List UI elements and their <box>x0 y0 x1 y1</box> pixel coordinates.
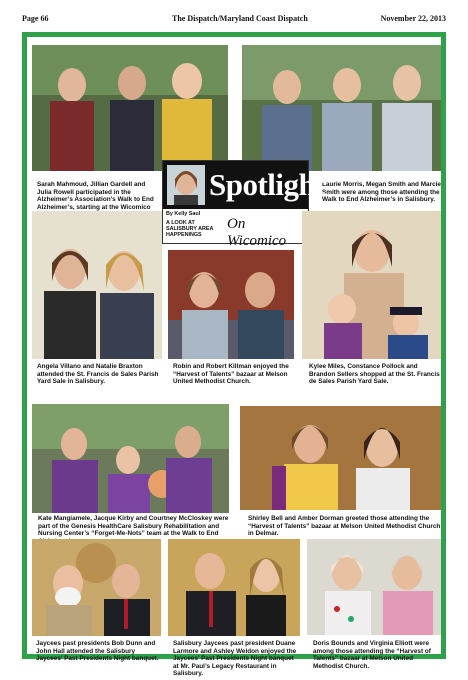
spotlight-title: Spotlight <box>209 167 326 202</box>
page-header <box>22 14 446 26</box>
photo-bell-dorman[interactable] <box>240 406 441 510</box>
columnist-photo <box>167 165 205 205</box>
caption-larmore-weldon: Salisbury Jaycees past president Duane Larmore and Ashley Weldon enjoyed the Jaycees’ Past Presidents Night banquet at Mr. Paul’s Legacy Restaurant in Salisbury. <box>173 640 297 678</box>
page-number: Page 66 <box>22 14 49 23</box>
spotlight-banner <box>162 160 326 249</box>
photo-dunn-hall[interactable] <box>32 539 161 636</box>
section-subtitle: A LOOK AT SALISBURY AREA HAPPENINGS <box>166 220 214 239</box>
caption-bell-dorman: Shirley Bell and Amber Dorman greeted those attending the “Harvest of Talents” bazaar at Melson United Methodist Church in Delmar. <box>248 515 441 538</box>
page-border <box>22 32 446 678</box>
photo-bounds-elliott[interactable] <box>307 539 441 635</box>
caption-walk-trio-1: Sarah Mahmoud, Jillian Gardell and Julia Rowell participated in the Alzheimer’s Association’s Walk to End Alzheimer’s, starting at the Wicomico <box>37 181 154 211</box>
caption-killman-couple: Robin and Robert Killman enjoyed the “Harvest of Talents” bazaar at Melson United Methodist Church. <box>173 363 289 386</box>
photo-yard-sale-family[interactable] <box>302 211 441 359</box>
photo-larmore-weldon[interactable] <box>168 539 300 636</box>
caption-forget-me-nots-team: Kate Mangiamele, Jacque Kirby and Courtney McCloskey were part of the Genesis HealthCare Salisbury Rehabilitation and Nursing Center’s “Forget-Me-Nots” team at the Walk to End <box>38 515 229 538</box>
photo-forget-me-nots-team[interactable] <box>32 404 229 513</box>
paper-name: The Dispatch/Maryland Coast Dispatch <box>172 14 308 23</box>
caption-bounds-elliott: Doris Bounds and Virginia Elliott were among those attending the “Harvest of Talents” bazaar at Melson United Methodist Church. <box>313 640 431 670</box>
issue-date: November 22, 2013 <box>380 14 446 23</box>
photo-walk-trio-1[interactable] <box>32 45 228 171</box>
photo-yard-sale-duo[interactable] <box>32 211 162 359</box>
byline: By Kelly Saul <box>166 211 201 217</box>
photo-killman-couple[interactable] <box>168 250 294 359</box>
caption-dunn-hall: Jaycees past presidents Bob Dunn and John Hall attended the Salisbury Jaycees’ Past Presidents Night banquet. <box>36 640 159 663</box>
caption-yard-sale-duo: Angela Villano and Natalie Braxton attended the St. Francis de Sales Parish Yard Sale in Salisbury. <box>37 363 159 386</box>
photo-walk-trio-2[interactable] <box>242 45 441 171</box>
photo-page <box>27 37 441 678</box>
section-script-title: On Wicomico <box>227 216 287 249</box>
caption-yard-sale-family: Kylee Miles, Constance Pollock and Brandon Sellers shopped at the St. Francis de Sales Parish Yard Sale. <box>309 363 440 386</box>
caption-walk-trio-2: Laurie Morris, Megan Smith and Marcie Smith were among those attending the Walk to End Alzheimer’s in Salisbury. <box>322 181 441 204</box>
